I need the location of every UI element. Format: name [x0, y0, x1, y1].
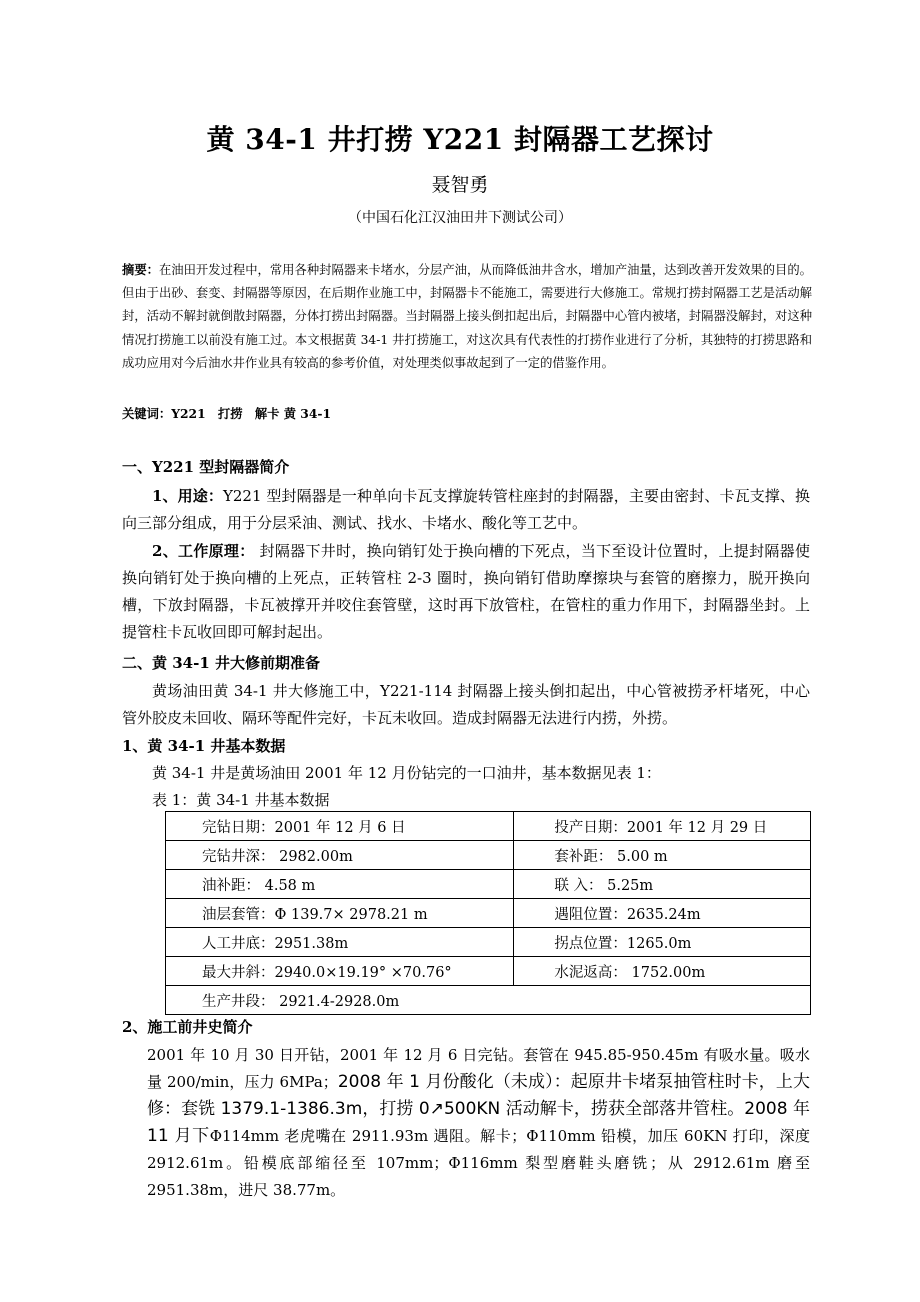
- author: 聂智勇: [431, 174, 489, 196]
- history-part-c: Φ114mm 老虎嘴在 2911.93m 遇阻。解卡；Φ110mm 铅模，加压 60KN 打印，深度 2912.61m。铅模底部缩径至 107mm；Φ116mm 梨型磨鞋头磨铣；从 2912.61m 磨至 2951.38m，进尺 38.77m。: [147, 1127, 810, 1199]
- usage-text: Y221 型封隔器是一种单向卡瓦支撑旋转管柱座封的封隔器，主要由密封、卡瓦支撑、换向三部分组成，用于分层采油、测试、找水、卡堵水、酸化等工艺中。: [122, 487, 811, 532]
- table-cell: 遇阻位置：2635.24m: [514, 899, 811, 928]
- table-row: [166, 899, 811, 928]
- table-cell: 拐点位置：1265.0m: [514, 928, 811, 957]
- abstract-label: 摘要：: [122, 262, 159, 277]
- sec2-intro-paragraph: 黄场油田黄 34-1 井大修施工中，Y221-114 封隔器上接头倒扣起出，中心管被捞矛杆堵死，中心管外胶皮未回收、隔环等配件完好，卡瓦未收回。造成封隔器无法进行内捞，外捞。: [122, 682, 810, 727]
- table-cell: 投产日期：2001 年 12 月 29 日: [514, 812, 811, 841]
- table-cell: 完钻井深： 2982.00m: [166, 841, 514, 870]
- table-row: [166, 841, 811, 870]
- usage-label: 1、用途：: [152, 487, 223, 505]
- keywords: 关键词：Y221 打捞 解卡 黄 34-1: [122, 406, 332, 421]
- principle-text: 封隔器下井时，换向销钉处于换向槽的下死点，当下至设计位置时，上提封隔器使换向销钉处于换向槽的上死点，正转管柱 2-3 圈时，换向销钉借助摩擦块与套管的磨擦力，脱开换向槽，下放封隔器，卡瓦被撑开并咬住套管壁，这时再下放管柱，在管柱的重力作用下，封隔器坐封。上提管柱卡瓦收回即可解封起出。: [122, 542, 810, 641]
- table-cell: 联 入： 5.25m: [514, 870, 811, 899]
- table-row: [166, 928, 811, 957]
- page-title: 黄 34-1 井打捞 Y221 封隔器工艺探讨: [206, 123, 714, 156]
- sec1-principle-paragraph: [122, 538, 810, 646]
- section-1-heading: 一、Y221 型封隔器简介: [122, 458, 290, 476]
- subsection-1-heading: 1、黄 34-1 井基本数据: [122, 737, 286, 755]
- table-cell: 生产井段： 2921.4-2928.0m: [166, 986, 811, 1015]
- section-2-heading: 二、黄 34-1 井大修前期准备: [122, 654, 320, 672]
- table-cell: 水泥返高： 1752.00m: [514, 957, 811, 986]
- table-cell: 完钻日期：2001 年 12 月 6 日: [166, 812, 514, 841]
- subsection-1-text: 黄 34-1 井是黄场油田 2001 年 12 月份钻完的一口油井，基本数据见表 1：: [152, 764, 661, 782]
- table-row: [166, 957, 811, 986]
- table-row: [166, 870, 811, 899]
- principle-label: 2、工作原理：: [152, 542, 255, 560]
- abstract-text: 在油田开发过程中，常用各种封隔器来卡堵水，分层产油，从而降低油井含水，增加产油量，达到改善开发效果的目的。但由于出砂、套变、封隔器等原因，在后期作业施工中，封隔器卡不能施工，需要进行大修施工。常规打捞封隔器工艺是活动解封，活动不解封就倒散封隔器，分体打捞出封隔器。当封隔器上接头倒扣起出后，封隔器中心管内被堵，封隔器没解封，对这种情况打捞施工以前没有施工过。本文根据黄 34-1 井打捞施工，对这次具有代表性的打捞作业进行了分析，其独特的打捞思路和成功应用对今后油水井作业具有较高的参考价值，对处理类似事故起到了一定的借鉴作用。: [122, 263, 812, 370]
- table-cell: 油层套管：Φ 139.7× 2978.21 m: [166, 899, 514, 928]
- table-cell: 油补距： 4.58 m: [166, 870, 514, 899]
- table-row: [166, 812, 811, 841]
- affiliation: （中国石化江汉油田井下测试公司）: [348, 210, 572, 226]
- history-part-a: 2001 年 10 月 30 日开钻，2001 年 12 月 6 日完钻。套管在 945.85-950.45m 有吸水量。吸水量 200/min，压力 6MPa；: [147, 1046, 810, 1091]
- table-cell: 最大井斜：2940.0×19.19° ×70.76°: [166, 957, 514, 986]
- history-part-b: 2008 年 1 月份酸化（未成）：起原井卡堵泵抽管柱时卡，上大修：套铣 1379.1-1386.3m，打捞 0↗500KN 活动解卡，捞获全部落井管柱。2008 年 11 月下: [147, 1072, 810, 1146]
- table-cell: 人工井底：2951.38m: [166, 928, 514, 957]
- abstract: [122, 258, 812, 375]
- well-data-table: [165, 811, 811, 1015]
- table-cell: 套补距： 5.00 m: [514, 841, 811, 870]
- sec1-usage-paragraph: [122, 483, 810, 537]
- table-row: [166, 986, 811, 1015]
- table-caption: 表 1：黄 34-1 井基本数据: [152, 791, 330, 809]
- subsection-2-heading: 2、施工前井史简介: [122, 1018, 253, 1036]
- well-history-paragraph: [147, 1042, 810, 1204]
